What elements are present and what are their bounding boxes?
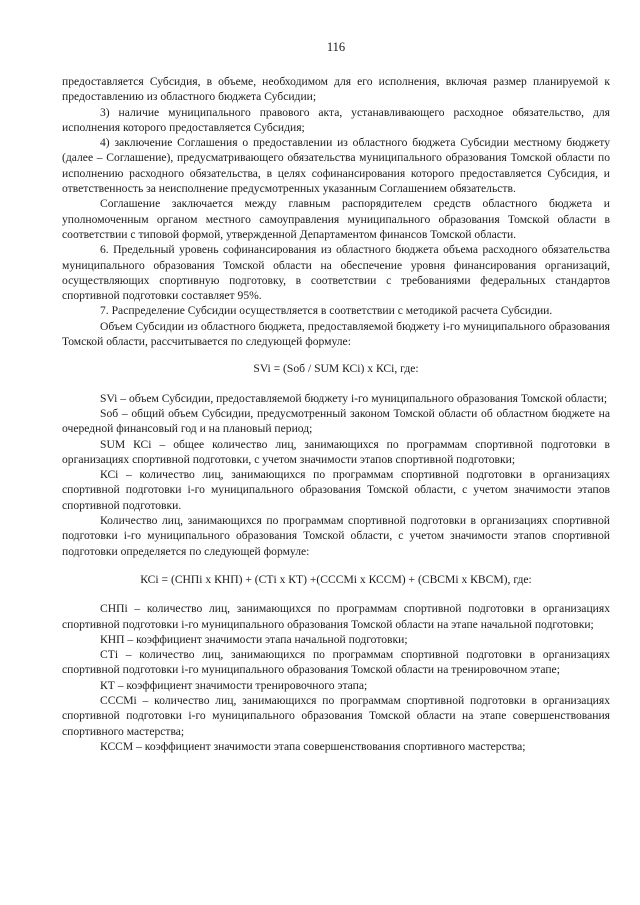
document-body	[62, 74, 610, 754]
formula-ksi: КСi = (СНПi x КНП) + (СТi x КТ) +(СССМi x КССМ) + (СВСМi x КВСМ), где:	[140, 572, 532, 586]
paragraph: КТ – коэффициент значимости тренировочного этапа;	[100, 678, 368, 692]
paragraph: КССМ – коэффициент значимости этапа совершенствования спортивного мастерства;	[100, 739, 526, 753]
paragraph: 7. Распределение Субсидии осуществляется в соответствии с методикой расчета Субсидии.	[100, 304, 553, 318]
paragraph: Количество лиц, занимающихся по программам спортивной подготовки в организациях спортивной подготовки i-го муниципального образования Томской области, с учетом значимости этапов спортивной подготовки определяется по следующей формуле:	[62, 514, 610, 558]
paragraph: Объем Субсидии из областного бюджета, предоставляемой бюджету i-го муниципального образования Томской области, рассчитывается по следующей формуле:	[62, 319, 610, 349]
paragraph: 6. Предельный уровень софинансирования из областного бюджета объема расходного обязательства муниципального образования Томской области на обеспечение уровня финансирования организаций, осуществляющих спортивную подготовку, в соответствии с требованиями федеральных стандартов спортивной подготовки составляет 95%.	[62, 243, 610, 303]
formula-svi: SVi = (Sоб / SUM КСi) x КСi, где:	[253, 362, 419, 376]
paragraph: КНП – коэффициент значимости этапа начальной подготовки;	[100, 632, 408, 646]
paragraph: СССМi – количество лиц, занимающихся по программам спортивной подготовки в организациях спортивной подготовки i-го муниципального образования Томской области на этапе совершенствования спортивного мастерства;	[62, 693, 610, 738]
page-number: 116	[326, 40, 346, 54]
paragraph: СНПi – количество лиц, занимающихся по программам спортивной подготовки в организациях спортивной подготовки i-го муниципального образования Томской области на этапе начальной подготовки;	[62, 602, 610, 631]
paragraph: 3) наличие муниципального правового акта, устанавливающего расходное обязательство, для исполнения которого предоставляется Субсидия;	[62, 105, 610, 134]
paragraph: SVi – объем Субсидии, предоставляемой бюджету i-го муниципального образования Томской области;	[100, 391, 608, 405]
paragraph: Соглашение заключается между главным распорядителем средств областного бюджета и уполномоченным органом местного самоуправления муниципального образования Томской области в соответствии с типовой формой, утвержденной Департаментом финансов Томской области.	[62, 197, 610, 241]
paragraph: Sоб – общий объем Субсидии, предусмотренный законом Томской области об областном бюджете на очередной финансовый год и на плановый период;	[62, 406, 610, 436]
paragraph: предоставляется Субсидия, в объеме, необходимом для его исполнения, включая размер планируемой к предоставлению из областного бюджета Субсидии;	[62, 75, 610, 104]
paragraph: SUM КСi – общее количество лиц, занимающихся по программам спортивной подготовки в организациях спортивной подготовки, с учетом значимости этапов спортивной подготовки;	[62, 437, 610, 466]
paragraph: 4) заключение Соглашения о предоставлении из областного бюджета Субсидии местному бюджету (далее – Соглашение), предусматривающего обязательства муниципального образования Томской области по исполнению расходного обязательства, в целях софинансирования которого предоставляется Субсидия, и ответственность за неисполнение предусмотренных указанным Соглашением обязательств.	[62, 136, 610, 196]
paragraph: КСi – количество лиц, занимающихся по программам спортивной подготовки в организациях спортивной подготовки i-го муниципального образования Томской области, с учетом значимости этапов спортивной подготовки.	[62, 468, 610, 512]
paragraph: СТi – количество лиц, занимающихся по программам спортивной подготовки в организациях спортивной подготовки i-го муниципального образования Томской области на тренировочном этапе;	[62, 648, 610, 677]
